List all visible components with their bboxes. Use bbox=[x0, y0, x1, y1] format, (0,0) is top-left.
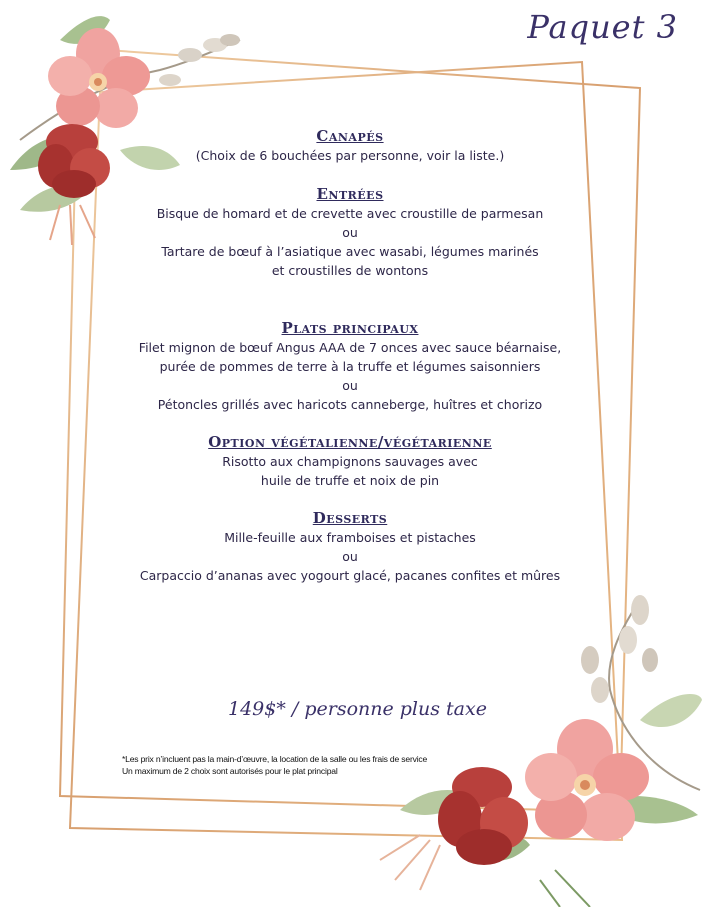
menu-line: Pétoncles grillés avec haricots canneberge, huîtres et chorizo bbox=[157, 397, 543, 412]
section-entrees bbox=[100, 184, 600, 280]
section-canapes bbox=[100, 126, 600, 165]
menu-line: huile de truffe et noix de pin bbox=[260, 473, 440, 488]
footnote: Un maximum de 2 choix sont autorisés pour le plat principal bbox=[122, 766, 338, 776]
section-title: Entrées bbox=[316, 185, 384, 203]
menu-content bbox=[100, 126, 600, 585]
price-label: 149$* / personne plus taxe bbox=[228, 698, 487, 720]
menu-line: et croustilles de wontons bbox=[271, 263, 429, 278]
menu-line: Mille-feuille aux framboises et pistaches bbox=[224, 530, 476, 545]
footnotes bbox=[122, 753, 427, 777]
section-option-vegetarienne bbox=[100, 432, 600, 490]
menu-line: Filet mignon de bœuf Angus AAA de 7 onces avec sauce béarnaise, bbox=[138, 340, 562, 355]
menu-line: purée de pommes de terre à la truffe et légumes saisonniers bbox=[159, 359, 541, 374]
section-title: Desserts bbox=[312, 509, 388, 527]
footnote: *Les prix n’incluent pas la main-d’œuvre, la location de la salle ou les frais de service bbox=[122, 754, 428, 764]
menu-line: ou bbox=[342, 225, 358, 240]
menu-line: ou bbox=[342, 378, 358, 393]
menu-line: Tartare de bœuf à l’asiatique avec wasabi, légumes marinés bbox=[161, 244, 539, 259]
section-desserts bbox=[100, 508, 600, 585]
menu-line: (Choix de 6 bouchées par personne, voir la liste.) bbox=[195, 148, 505, 163]
menu-line: Carpaccio d’ananas avec yogourt glacé, pacanes confites et mûres bbox=[139, 568, 561, 583]
menu-line: Bisque de homard et de crevette avec croustille de parmesan bbox=[156, 206, 544, 221]
menu-line: ou bbox=[342, 549, 358, 564]
menu-line: Risotto aux champignons sauvages avec bbox=[222, 454, 478, 469]
section-title: Canapés bbox=[316, 127, 384, 145]
section-title: Plats principaux bbox=[281, 319, 419, 337]
section-title: Option végétalienne/végétarienne bbox=[208, 433, 492, 451]
page-title: Paquet 3 bbox=[527, 8, 678, 46]
section-plats-principaux bbox=[100, 318, 600, 414]
bottom-right-flowers bbox=[380, 595, 702, 907]
